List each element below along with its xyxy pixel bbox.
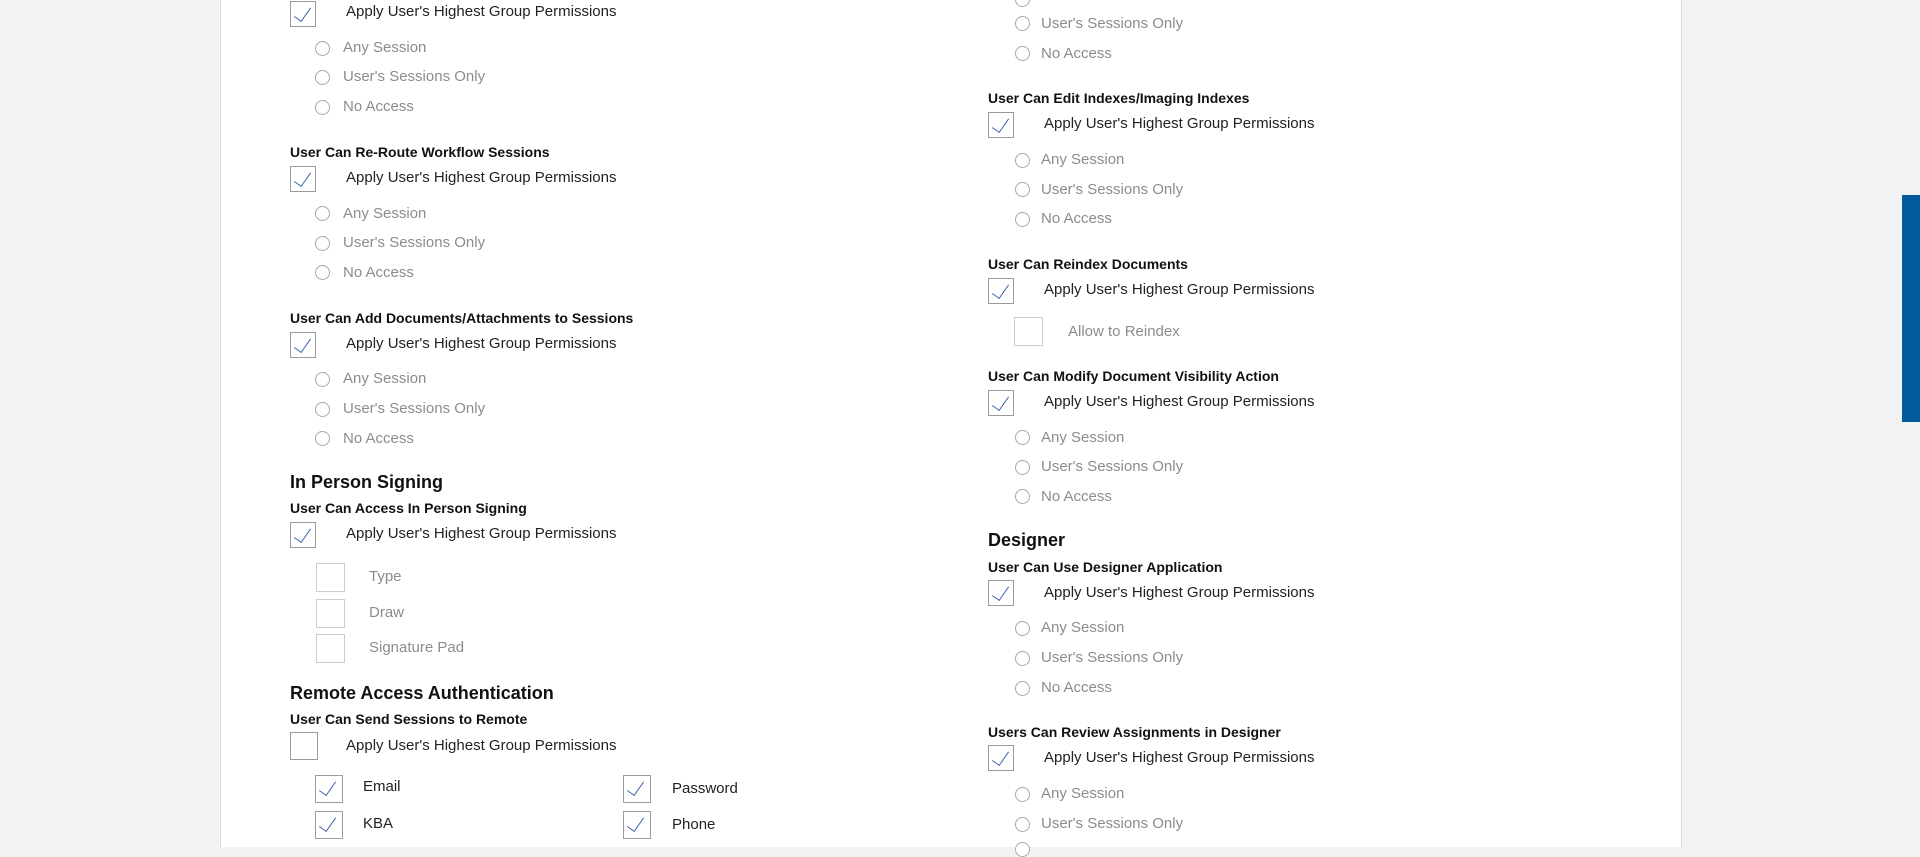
apply-highest-label: Apply User's Highest Group Permissions: [1044, 584, 1315, 601]
checkmark-icon: [627, 777, 644, 796]
signature-pad-checkbox[interactable]: [316, 634, 345, 663]
group-title-review-assignments: Users Can Review Assignments in Designer: [988, 724, 1281, 740]
checkmark-icon: [627, 813, 644, 832]
phone-label: Phone: [672, 816, 716, 833]
group-title-add-documents: User Can Add Documents/Attachments to Sessions: [290, 310, 634, 326]
group-title-visibility: User Can Modify Document Visibility Action: [988, 368, 1279, 384]
radio-label-any-session: Any Session: [343, 370, 427, 387]
radio-label-no-access: No Access: [343, 430, 414, 447]
radio-any-session[interactable]: [1015, 0, 1030, 7]
allow-reindex-label: Allow to Reindex: [1068, 323, 1180, 340]
group-title-designer-application: User Can Use Designer Application: [988, 559, 1223, 575]
radio-label-users-sessions-only: User's Sessions Only: [1041, 649, 1184, 666]
kba-checkbox[interactable]: [315, 811, 343, 839]
radio-label-no-access: No Access: [1041, 45, 1112, 62]
group-title-reindex: User Can Reindex Documents: [988, 256, 1188, 272]
apply-highest-label: Apply User's Highest Group Permissions: [1044, 749, 1315, 766]
radio-label-no-access: No Access: [1041, 488, 1112, 505]
phone-checkbox[interactable]: [623, 811, 651, 839]
checkmark-icon: [992, 392, 1009, 411]
apply-highest-checkbox-in-person[interactable]: [290, 522, 316, 548]
radio-users-sessions-only[interactable]: [315, 70, 330, 85]
checkmark-icon: [294, 334, 311, 353]
radio-any-session[interactable]: [1015, 153, 1030, 168]
scrollbar-thumb[interactable]: [1902, 195, 1920, 422]
radio-no-access[interactable]: [1015, 212, 1030, 227]
group-title-reroute: User Can Re-Route Workflow Sessions: [290, 144, 550, 160]
radio-users-sessions-only[interactable]: [1015, 182, 1030, 197]
apply-highest-checkbox-add-documents[interactable]: [290, 332, 316, 358]
apply-highest-checkbox-reroute[interactable]: [290, 166, 316, 192]
radio-no-access[interactable]: [1015, 489, 1030, 504]
apply-highest-checkbox-edit-indexes[interactable]: [988, 112, 1014, 138]
apply-highest-checkbox-designer[interactable]: [988, 580, 1014, 606]
apply-highest-label: Apply User's Highest Group Permissions: [346, 169, 617, 186]
radio-users-sessions-only[interactable]: [315, 236, 330, 251]
apply-highest-label: Apply User's Highest Group Permissions: [346, 335, 617, 352]
email-checkbox[interactable]: [315, 775, 343, 803]
apply-highest-label: Apply User's Highest Group Permissions: [346, 737, 617, 754]
radio-label-any-session: Any Session: [343, 205, 427, 222]
radio-label-no-access: No Access: [343, 264, 414, 281]
radio-any-session[interactable]: [1015, 430, 1030, 445]
radio-label-no-access: No Access: [343, 98, 414, 115]
radio-label-no-access: No Access: [1041, 210, 1112, 227]
radio-label-users-sessions-only: User's Sessions Only: [1041, 15, 1184, 32]
signature-pad-label: Signature Pad: [369, 639, 465, 656]
radio-users-sessions-only[interactable]: [1015, 651, 1030, 666]
section-title-designer: Designer: [988, 530, 1066, 550]
radio-label-users-sessions-only: User's Sessions Only: [1041, 458, 1184, 475]
apply-highest-label: Apply User's Highest Group Permissions: [346, 3, 617, 20]
radio-label-any-session: Any Session: [343, 39, 427, 56]
radio-any-session[interactable]: [315, 372, 330, 387]
checkmark-icon: [992, 280, 1009, 299]
radio-users-sessions-only[interactable]: [1015, 16, 1030, 31]
apply-highest-checkbox[interactable]: [290, 1, 316, 27]
radio-label-users-sessions-only: User's Sessions Only: [343, 400, 486, 417]
allow-reindex-checkbox[interactable]: [1014, 317, 1043, 346]
radio-label-no-access: No Access: [1041, 679, 1112, 696]
password-checkbox[interactable]: [623, 775, 651, 803]
section-title-remote-access: Remote Access Authentication: [290, 683, 554, 703]
radio-label-any-session: Any Session: [1041, 151, 1125, 168]
radio-label-any-session: Any Session: [1041, 429, 1125, 446]
checkmark-icon: [319, 777, 336, 796]
type-checkbox[interactable]: [316, 563, 345, 592]
apply-highest-label: Apply User's Highest Group Permissions: [346, 525, 617, 542]
radio-users-sessions-only[interactable]: [1015, 817, 1030, 832]
checkmark-icon: [294, 168, 311, 187]
checkmark-icon: [294, 3, 311, 22]
checkmark-icon: [319, 813, 336, 832]
radio-any-session[interactable]: [315, 41, 330, 56]
apply-highest-label: Apply User's Highest Group Permissions: [1044, 115, 1315, 132]
radio-any-session[interactable]: [1015, 621, 1030, 636]
group-title-send-to-remote: User Can Send Sessions to Remote: [290, 711, 528, 727]
checkmark-icon: [992, 747, 1009, 766]
radio-no-access[interactable]: [1015, 842, 1030, 857]
radio-users-sessions-only[interactable]: [315, 402, 330, 417]
radio-any-session[interactable]: [1015, 787, 1030, 802]
section-title-in-person-signing: In Person Signing: [290, 472, 444, 492]
group-title-in-person-signing: User Can Access In Person Signing: [290, 500, 527, 516]
draw-label: Draw: [369, 604, 405, 621]
radio-no-access[interactable]: [315, 431, 330, 446]
apply-highest-label: Apply User's Highest Group Permissions: [1044, 281, 1315, 298]
apply-highest-checkbox-reindex[interactable]: [988, 278, 1014, 304]
apply-highest-checkbox-visibility[interactable]: [988, 390, 1014, 416]
type-label: Type: [369, 568, 402, 585]
radio-no-access[interactable]: [315, 100, 330, 115]
apply-highest-checkbox-review[interactable]: [988, 745, 1014, 771]
radio-any-session[interactable]: [315, 206, 330, 221]
radio-label-users-sessions-only: User's Sessions Only: [343, 68, 486, 85]
draw-checkbox[interactable]: [316, 599, 345, 628]
radio-label-users-sessions-only: User's Sessions Only: [1041, 181, 1184, 198]
checkmark-icon: [294, 524, 311, 543]
radio-label-any-session: Any Session: [1041, 785, 1125, 802]
radio-no-access[interactable]: [1015, 46, 1030, 61]
radio-no-access[interactable]: [315, 265, 330, 280]
radio-no-access[interactable]: [1015, 681, 1030, 696]
apply-highest-label: Apply User's Highest Group Permissions: [1044, 393, 1315, 410]
radio-users-sessions-only[interactable]: [1015, 460, 1030, 475]
password-label: Password: [672, 780, 738, 797]
checkmark-icon: [992, 114, 1009, 133]
email-label: Email: [363, 778, 401, 795]
radio-label-users-sessions-only: User's Sessions Only: [343, 234, 486, 251]
kba-label: KBA: [363, 815, 394, 832]
checkmark-icon: [992, 582, 1009, 601]
permissions-panel: [220, 0, 1682, 847]
group-title-edit-indexes: User Can Edit Indexes/Imaging Indexes: [988, 90, 1250, 106]
radio-label-users-sessions-only: User's Sessions Only: [1041, 815, 1184, 832]
apply-highest-checkbox-remote[interactable]: [290, 732, 318, 760]
radio-label-any-session: Any Session: [1041, 619, 1125, 636]
